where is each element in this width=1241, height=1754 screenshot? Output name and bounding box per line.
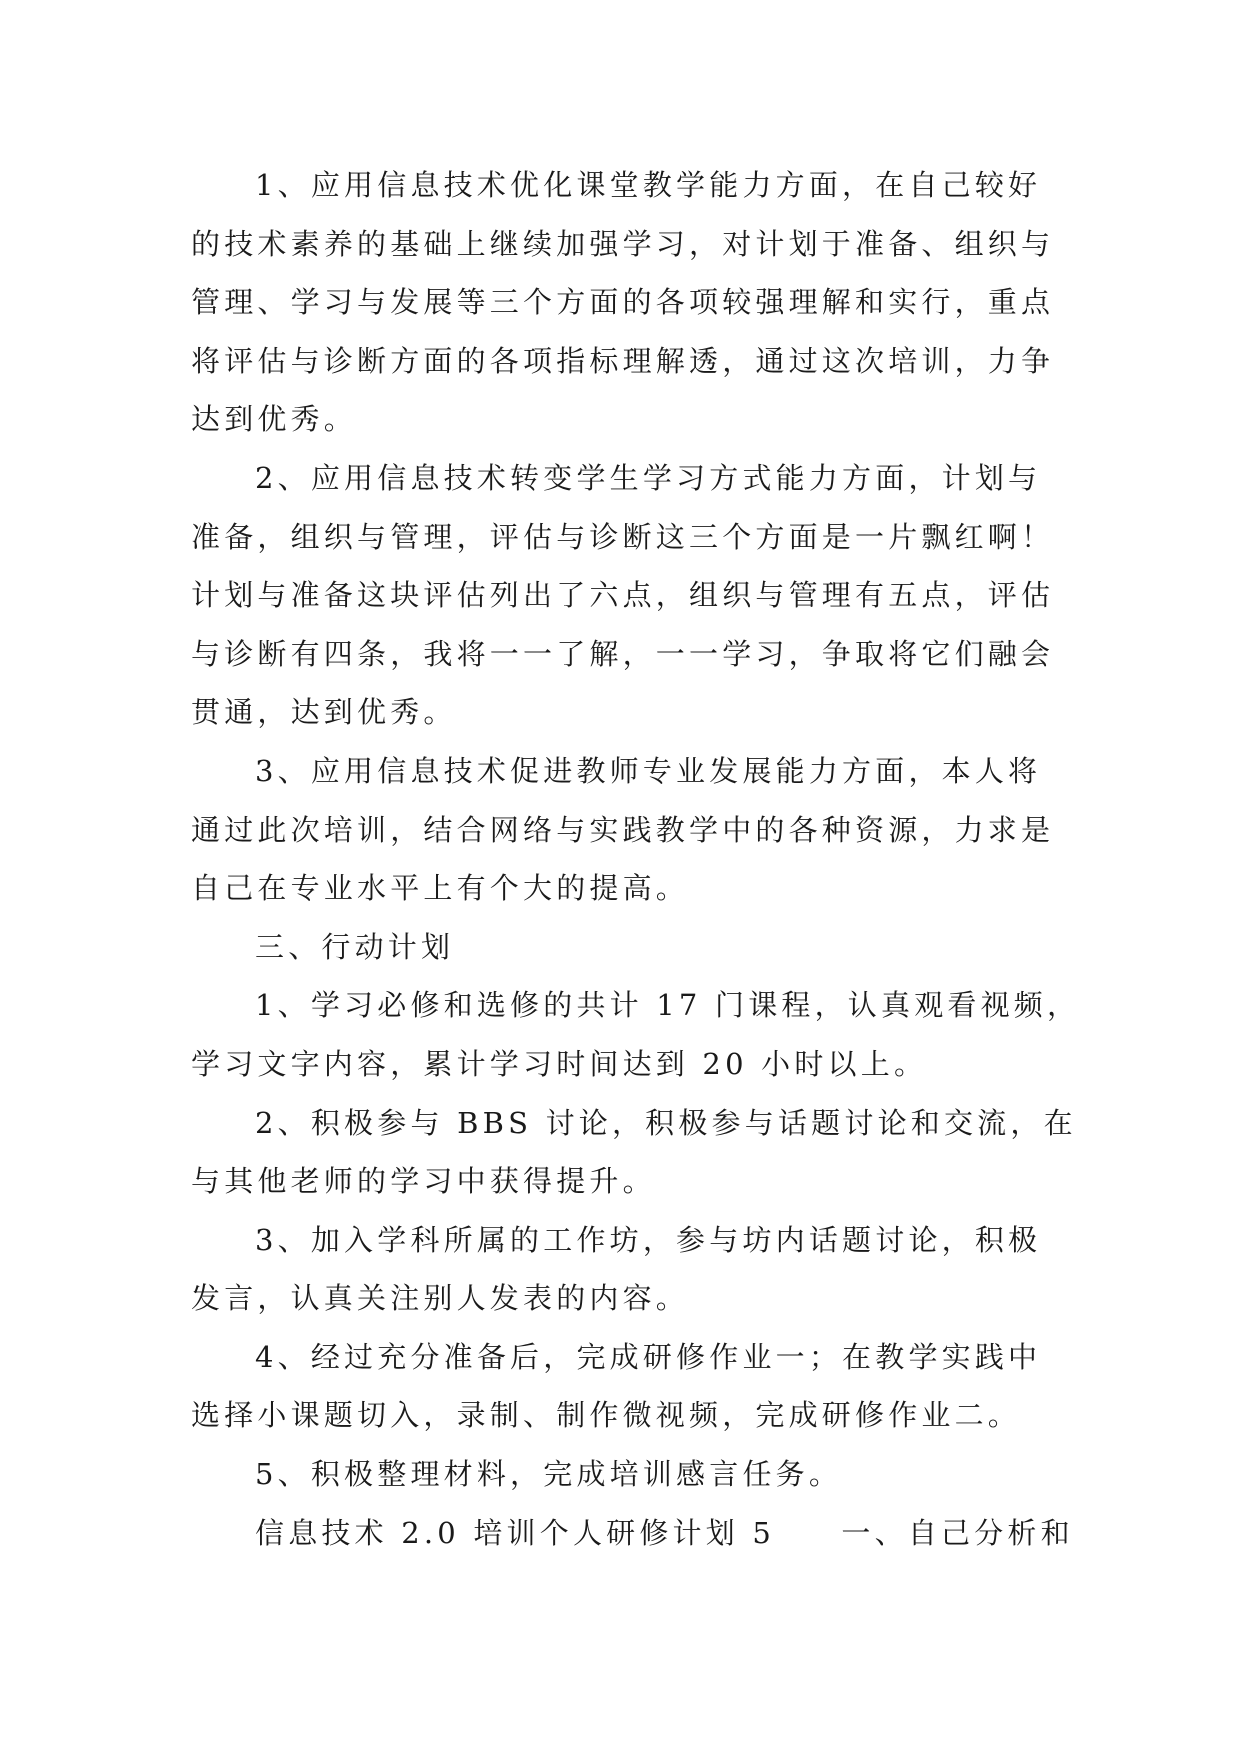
text-line: 4、经过充分准备后，完成研修作业一；在教学实践中 [255,1339,1042,1374]
text-line: 3、加入学科所属的工作坊，参与坊内话题讨论，积极 [255,1222,1042,1257]
text-line: 学习文字内容，累计学习时间达到 20 小时以上。 [191,1046,928,1081]
text-line: 信息技术 2.0 培训个人研修计划 5 一、自己分析和 [255,1515,1074,1550]
text-line: 与其他老师的学习中获得提升。 [191,1164,656,1199]
text-line: 通过此次培训，结合网络与实践教学中的各种资源，力求是 [191,812,1055,847]
text-line: 管理、学习与发展等三个方面的各项较强理解和实行，重点 [191,285,1055,320]
text-line: 达到优秀。 [191,402,358,437]
text-line: 准备，组织与管理，评估与诊断这三个方面是一片飘红啊！ [191,519,1055,554]
text-line: 计划与准备这块评估列出了六点，组织与管理有五点，评估 [191,578,1055,613]
text-line: 选择小课题切入，录制、制作微视频，完成研修作业二。 [191,1398,1022,1433]
text-line: 5、积极整理材料，完成培训感言任务。 [255,1457,843,1492]
text-line: 的技术素养的基础上继续加强学习，对计划于准备、组织与 [191,226,1055,261]
document-body [191,156,1081,1562]
text-line: 贯通，达到优秀。 [191,695,457,730]
text-line: 三、行动计划 [255,929,455,964]
text-line: 1、应用信息技术优化课堂教学能力方面，在自己较好 [255,168,1042,202]
text-line: 发言，认真关注别人发表的内容。 [191,1281,690,1316]
text-line: 自己在专业水平上有个大的提高。 [191,871,690,906]
text-line: 与诊断有四条，我将一一了解，一一学习，争取将它们融会 [191,636,1055,671]
text-line: 1、学习必修和选修的共计 17 门课程，认真观看视频， [255,988,1081,1023]
text-line: 2、应用信息技术转变学生学习方式能力方面，计划与 [255,460,1042,495]
text-line: 3、应用信息技术促进教师专业发展能力方面，本人将 [255,753,1042,788]
text-line: 2、积极参与 BBS 讨论，积极参与话题讨论和交流，在 [255,1105,1077,1140]
text-line: 将评估与诊断方面的各项指标理解透，通过这次培训，力争 [191,343,1055,378]
